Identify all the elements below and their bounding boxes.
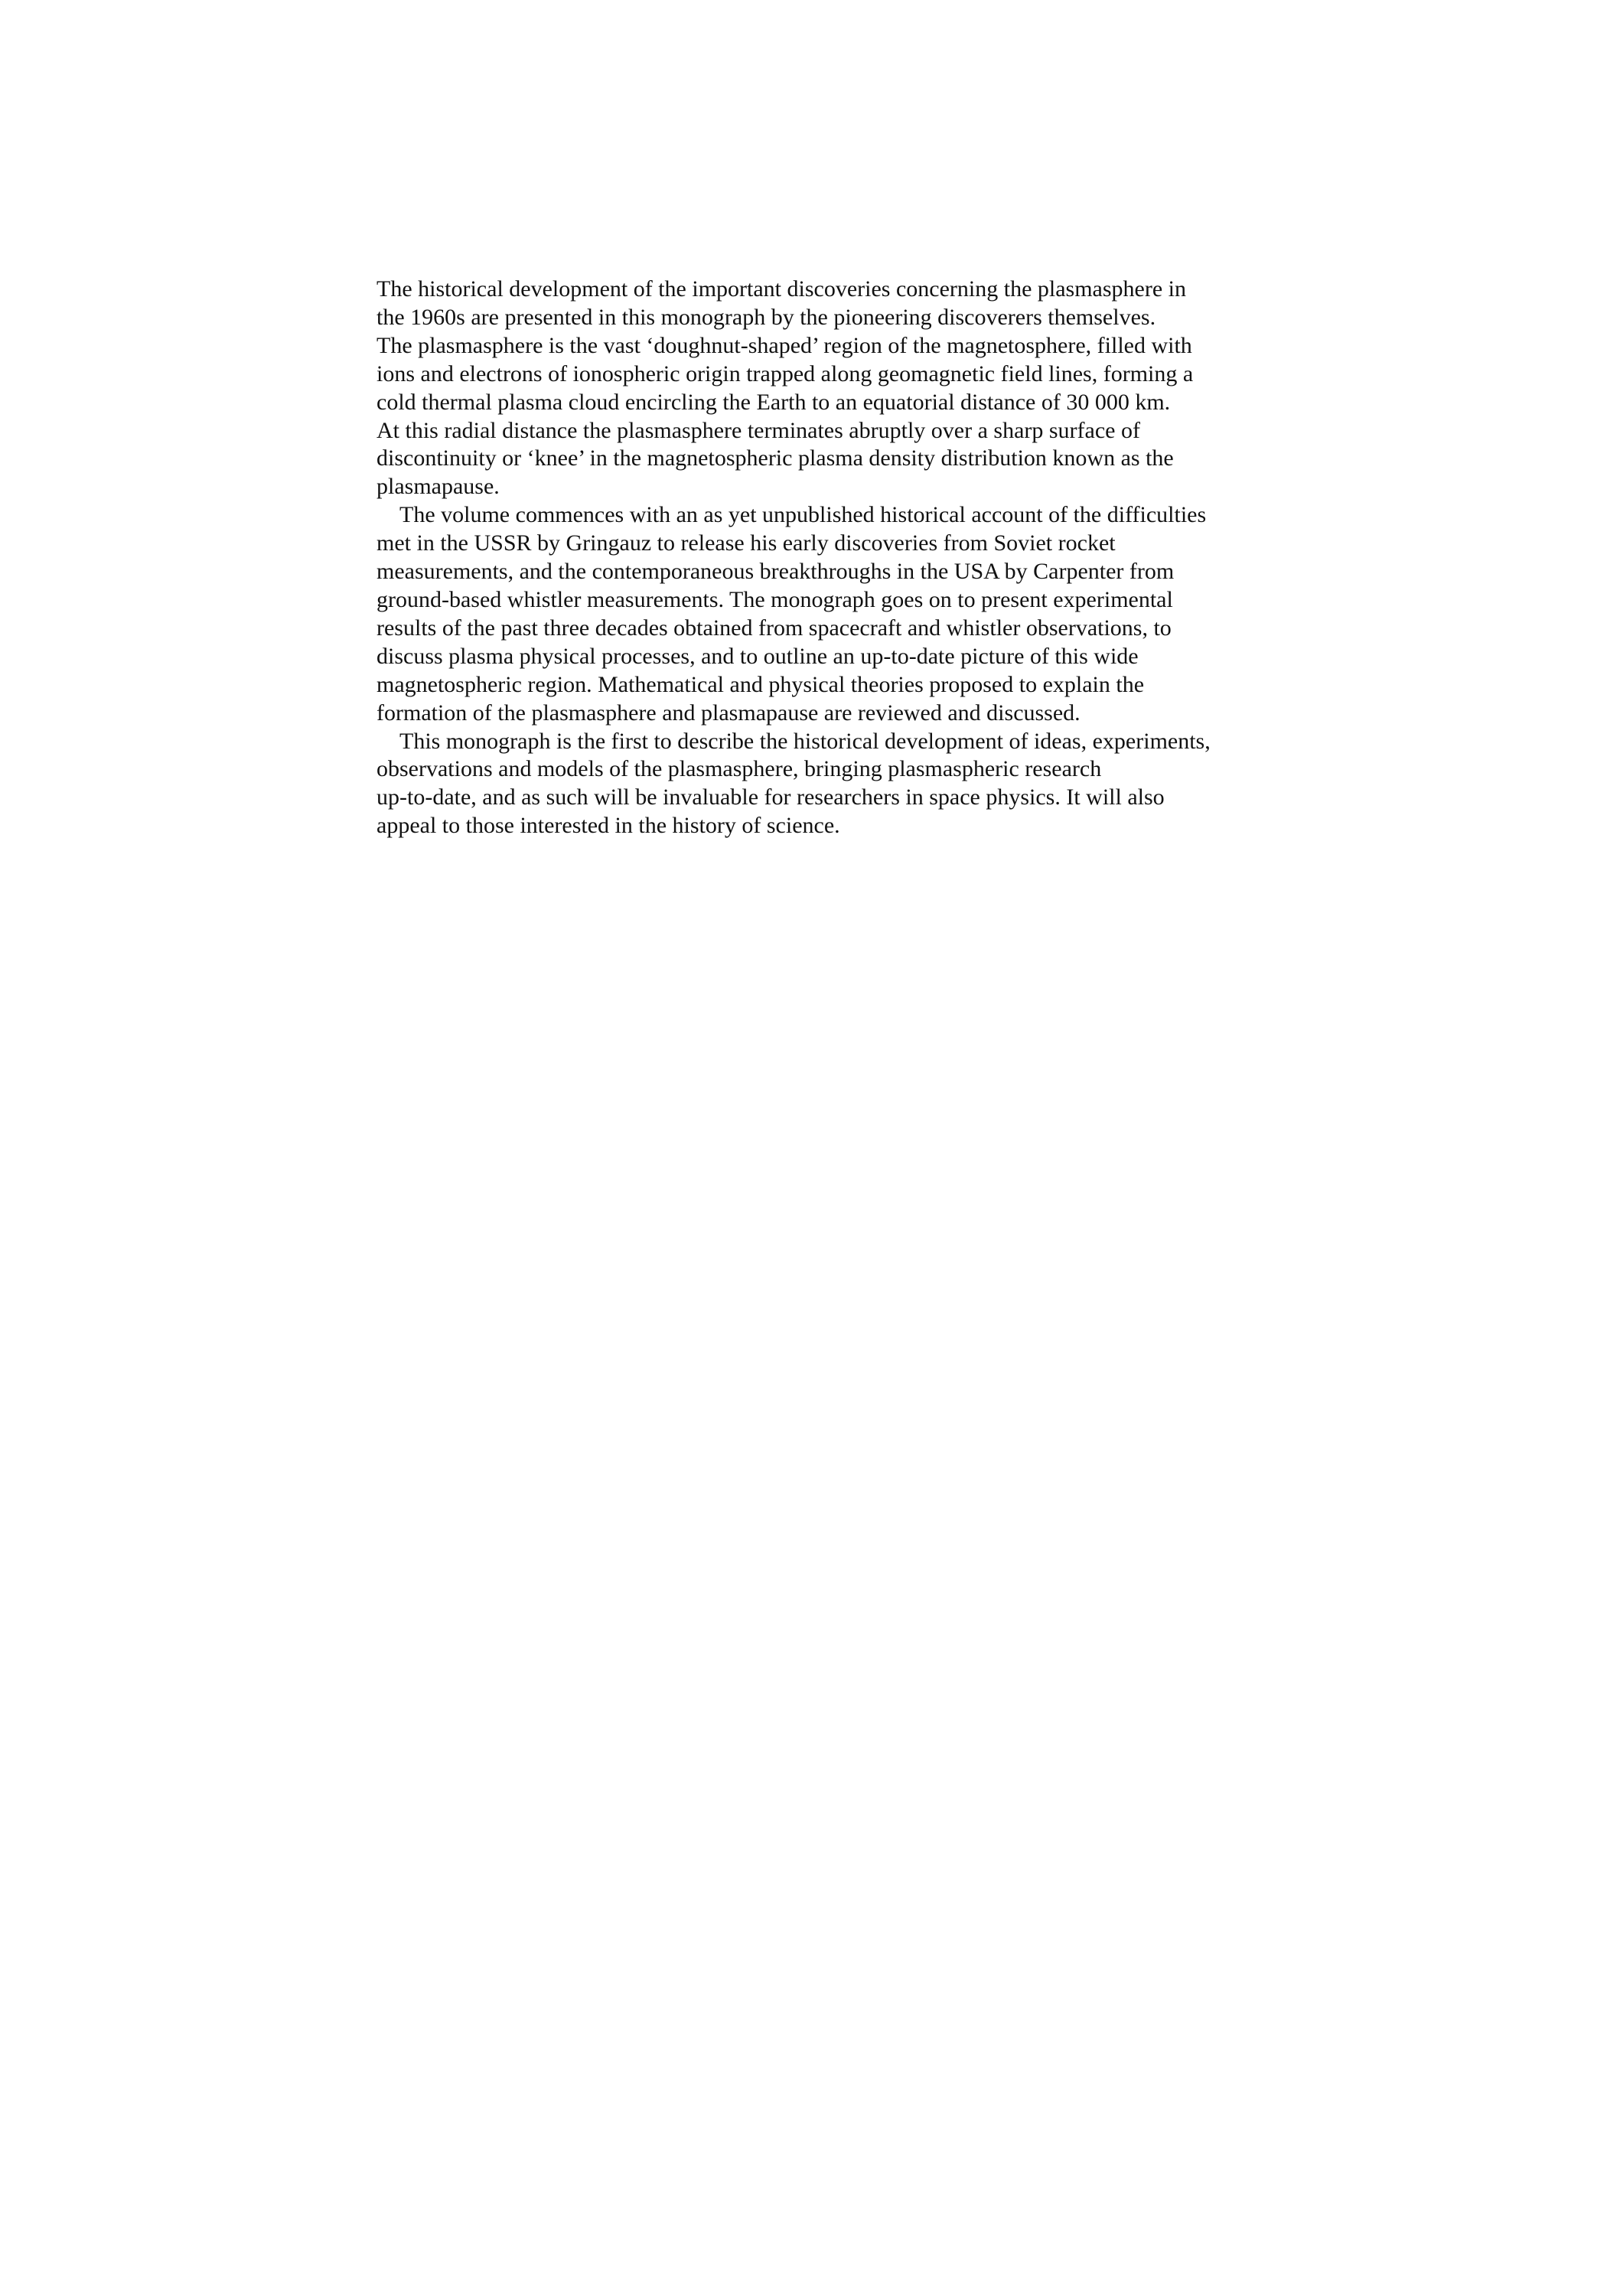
paragraph-1-line-6: At this radial distance the plasmasphere terminates abruptly over a sharp surface of (376, 417, 1140, 443)
abstract-text (376, 276, 1387, 840)
paragraph-2-line-2: met in the USSR by Gringauz to release his early discoveries from Soviet rocket (376, 530, 1116, 556)
paragraph-1-line-2: the 1960s are presented in this monograph by the pioneering discoverers themselves. (376, 304, 1156, 330)
paragraph-1-line-3: The plasmasphere is the vast ‘doughnut-shaped’ region of the magnetosphere, filled with (376, 332, 1192, 358)
paragraph-2-line-7: magnetospheric region. Mathematical and physical theories proposed to explain the (376, 671, 1145, 697)
paragraph-1-line-7: discontinuity or ‘knee’ in the magnetospheric plasma density distribution known as the (376, 445, 1174, 471)
paragraph-2-line-4: ground-based whistler measurements. The monograph goes on to present experimental (376, 586, 1173, 612)
paragraph-3-line-3: up-to-date, and as such will be invaluable for researchers in space physics. It will also (376, 784, 1165, 810)
paragraph-1-line-5: cold thermal plasma cloud encircling the Earth to an equatorial distance of 30 000 km. (376, 389, 1171, 415)
paragraph-1-line-4: ions and electrons of ionospheric origin trapped along geomagnetic field lines, forming a (376, 360, 1194, 386)
paragraph-3-line-2: observations and models of the plasmasphere, bringing plasmaspheric research (376, 756, 1102, 782)
paragraph-2-line-8: formation of the plasmasphere and plasmapause are reviewed and discussed. (376, 700, 1081, 726)
paragraph-3-line-1: This monograph is the first to describe the historical development of ideas, experiments, (399, 728, 1211, 754)
paragraph-2-line-5: results of the past three decades obtained from spacecraft and whistler observations, to (376, 615, 1172, 641)
paragraph-1-line-1: The historical development of the important discoveries concerning the plasmasphere in (376, 276, 1186, 302)
paragraph-2-line-3: measurements, and the contemporaneous breakthroughs in the USA by Carpenter from (376, 559, 1175, 585)
paragraph-2-line-1: The volume commences with an as yet unpublished historical account of the difficulties (399, 502, 1207, 528)
paragraph-3-line-4: appeal to those interested in the history of science. (376, 813, 840, 839)
paragraph-2-line-6: discuss plasma physical processes, and to outline an up-to-date picture of this wide (376, 643, 1139, 669)
paragraph-1-line-8: plasmapause. (376, 474, 500, 500)
